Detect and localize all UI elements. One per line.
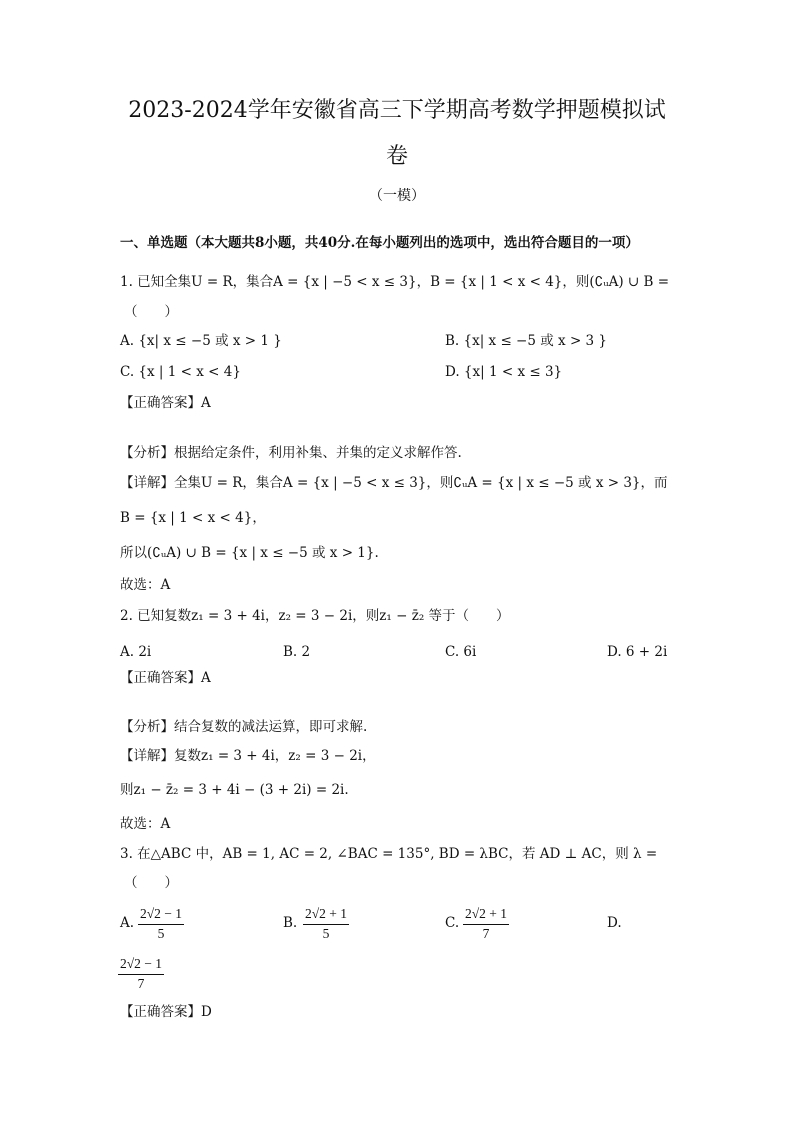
q3-option-c-denominator: 7 (482, 926, 490, 941)
q2-answer: 【正确答案】A (120, 670, 211, 686)
q1-option-d: D. {x| 1 < x ≤ 3} (445, 364, 563, 380)
q3-option-a-numerator: 2√2 − 1 (138, 905, 184, 925)
q3-option-d-denominator: 7 (137, 976, 145, 991)
q2-detail-line2: 则z₁ − z̄₂ = 3 + 4i − (3 + 2i) = 2i. (120, 782, 349, 798)
doc-subtitle: （一模） (369, 188, 425, 204)
q2-option-d: D. 6 + 2i (607, 644, 668, 660)
q3-option-a-label: A. (120, 915, 135, 931)
q3-option-a-fraction (138, 905, 184, 943)
q1-detail-line2: B = {x | 1 < x < 4}， (120, 510, 266, 526)
q1-answer: 【正确答案】A (120, 395, 211, 411)
section-heading: 一、单选题（本大题共8小题，共40分.在每小题列出的选项中，选出符合题目的一项） (120, 235, 639, 251)
q2-choose: 故选：A (120, 816, 171, 832)
q2-option-a: A. 2i (120, 644, 152, 660)
doc-title-line2: 卷 (385, 144, 408, 169)
q2-option-c: C. 6i (445, 644, 477, 660)
q1-paren: （ ） (124, 304, 178, 320)
q2-option-b: B. 2 (283, 644, 311, 660)
q2-stem: 2. 已知复数z₁ = 3 + 4i，z₂ = 3 − 2i，则z₁ − z̄₂ 等于（ ） (120, 608, 510, 624)
q3-option-b-denominator: 5 (322, 926, 330, 941)
q3-option-b-label: B. (283, 915, 298, 931)
q3-option-d-fraction (118, 955, 164, 993)
q3-option-d-numerator: 2√2 − 1 (118, 955, 164, 975)
doc-title-line1: 2023-2024学年安徽省高三下学期高考数学押题模拟试 (128, 98, 666, 123)
q1-option-c: C. {x | 1 < x < 4} (120, 364, 241, 380)
q1-analysis: 【分析】根据给定条件，利用补集、并集的定义求解作答. (120, 445, 462, 461)
q3-stem: 3. 在△ABC 中，AB = 1, AC = 2, ∠BAC = 135°, BD = λBC，若 AD ⊥ AC，则 λ = (120, 846, 658, 862)
q2-detail-line1: 【详解】复数z₁ = 3 + 4i，z₂ = 3 − 2i， (120, 748, 376, 764)
q3-option-d-label: D. (607, 915, 622, 931)
q3-option-c-numerator: 2√2 + 1 (463, 905, 509, 925)
q3-answer: 【正确答案】D (120, 1004, 212, 1020)
q3-option-b-numerator: 2√2 + 1 (303, 905, 349, 925)
q3-paren: （ ） (124, 875, 178, 891)
q1-choose: 故选：A (120, 577, 171, 593)
q1-option-b: B. {x| x ≤ −5 或 x > 3 } (445, 333, 608, 349)
q2-analysis: 【分析】结合复数的减法运算，即可求解. (120, 719, 368, 735)
q3-option-c-label: C. (445, 915, 460, 931)
q1-stem: 1. 已知全集U = R，集合A = {x | −5 < x ≤ 3}，B = {x | 1 < x < 4}，则(∁ᵤA) ∪ B = (120, 274, 670, 290)
q3-option-b-fraction (303, 905, 349, 943)
q3-option-a-denominator: 5 (157, 926, 165, 941)
q1-option-a: A. {x| x ≤ −5 或 x > 1 } (120, 333, 282, 349)
q1-detail-line3: 所以(∁ᵤA) ∪ B = {x | x ≤ −5 或 x > 1}. (120, 545, 379, 561)
q3-option-c-fraction (463, 905, 509, 943)
q1-detail-line1: 【详解】全集U = R，集合A = {x | −5 < x ≤ 3}，则∁ᵤA = {x | x ≤ −5 或 x > 3}，而 (120, 475, 668, 491)
